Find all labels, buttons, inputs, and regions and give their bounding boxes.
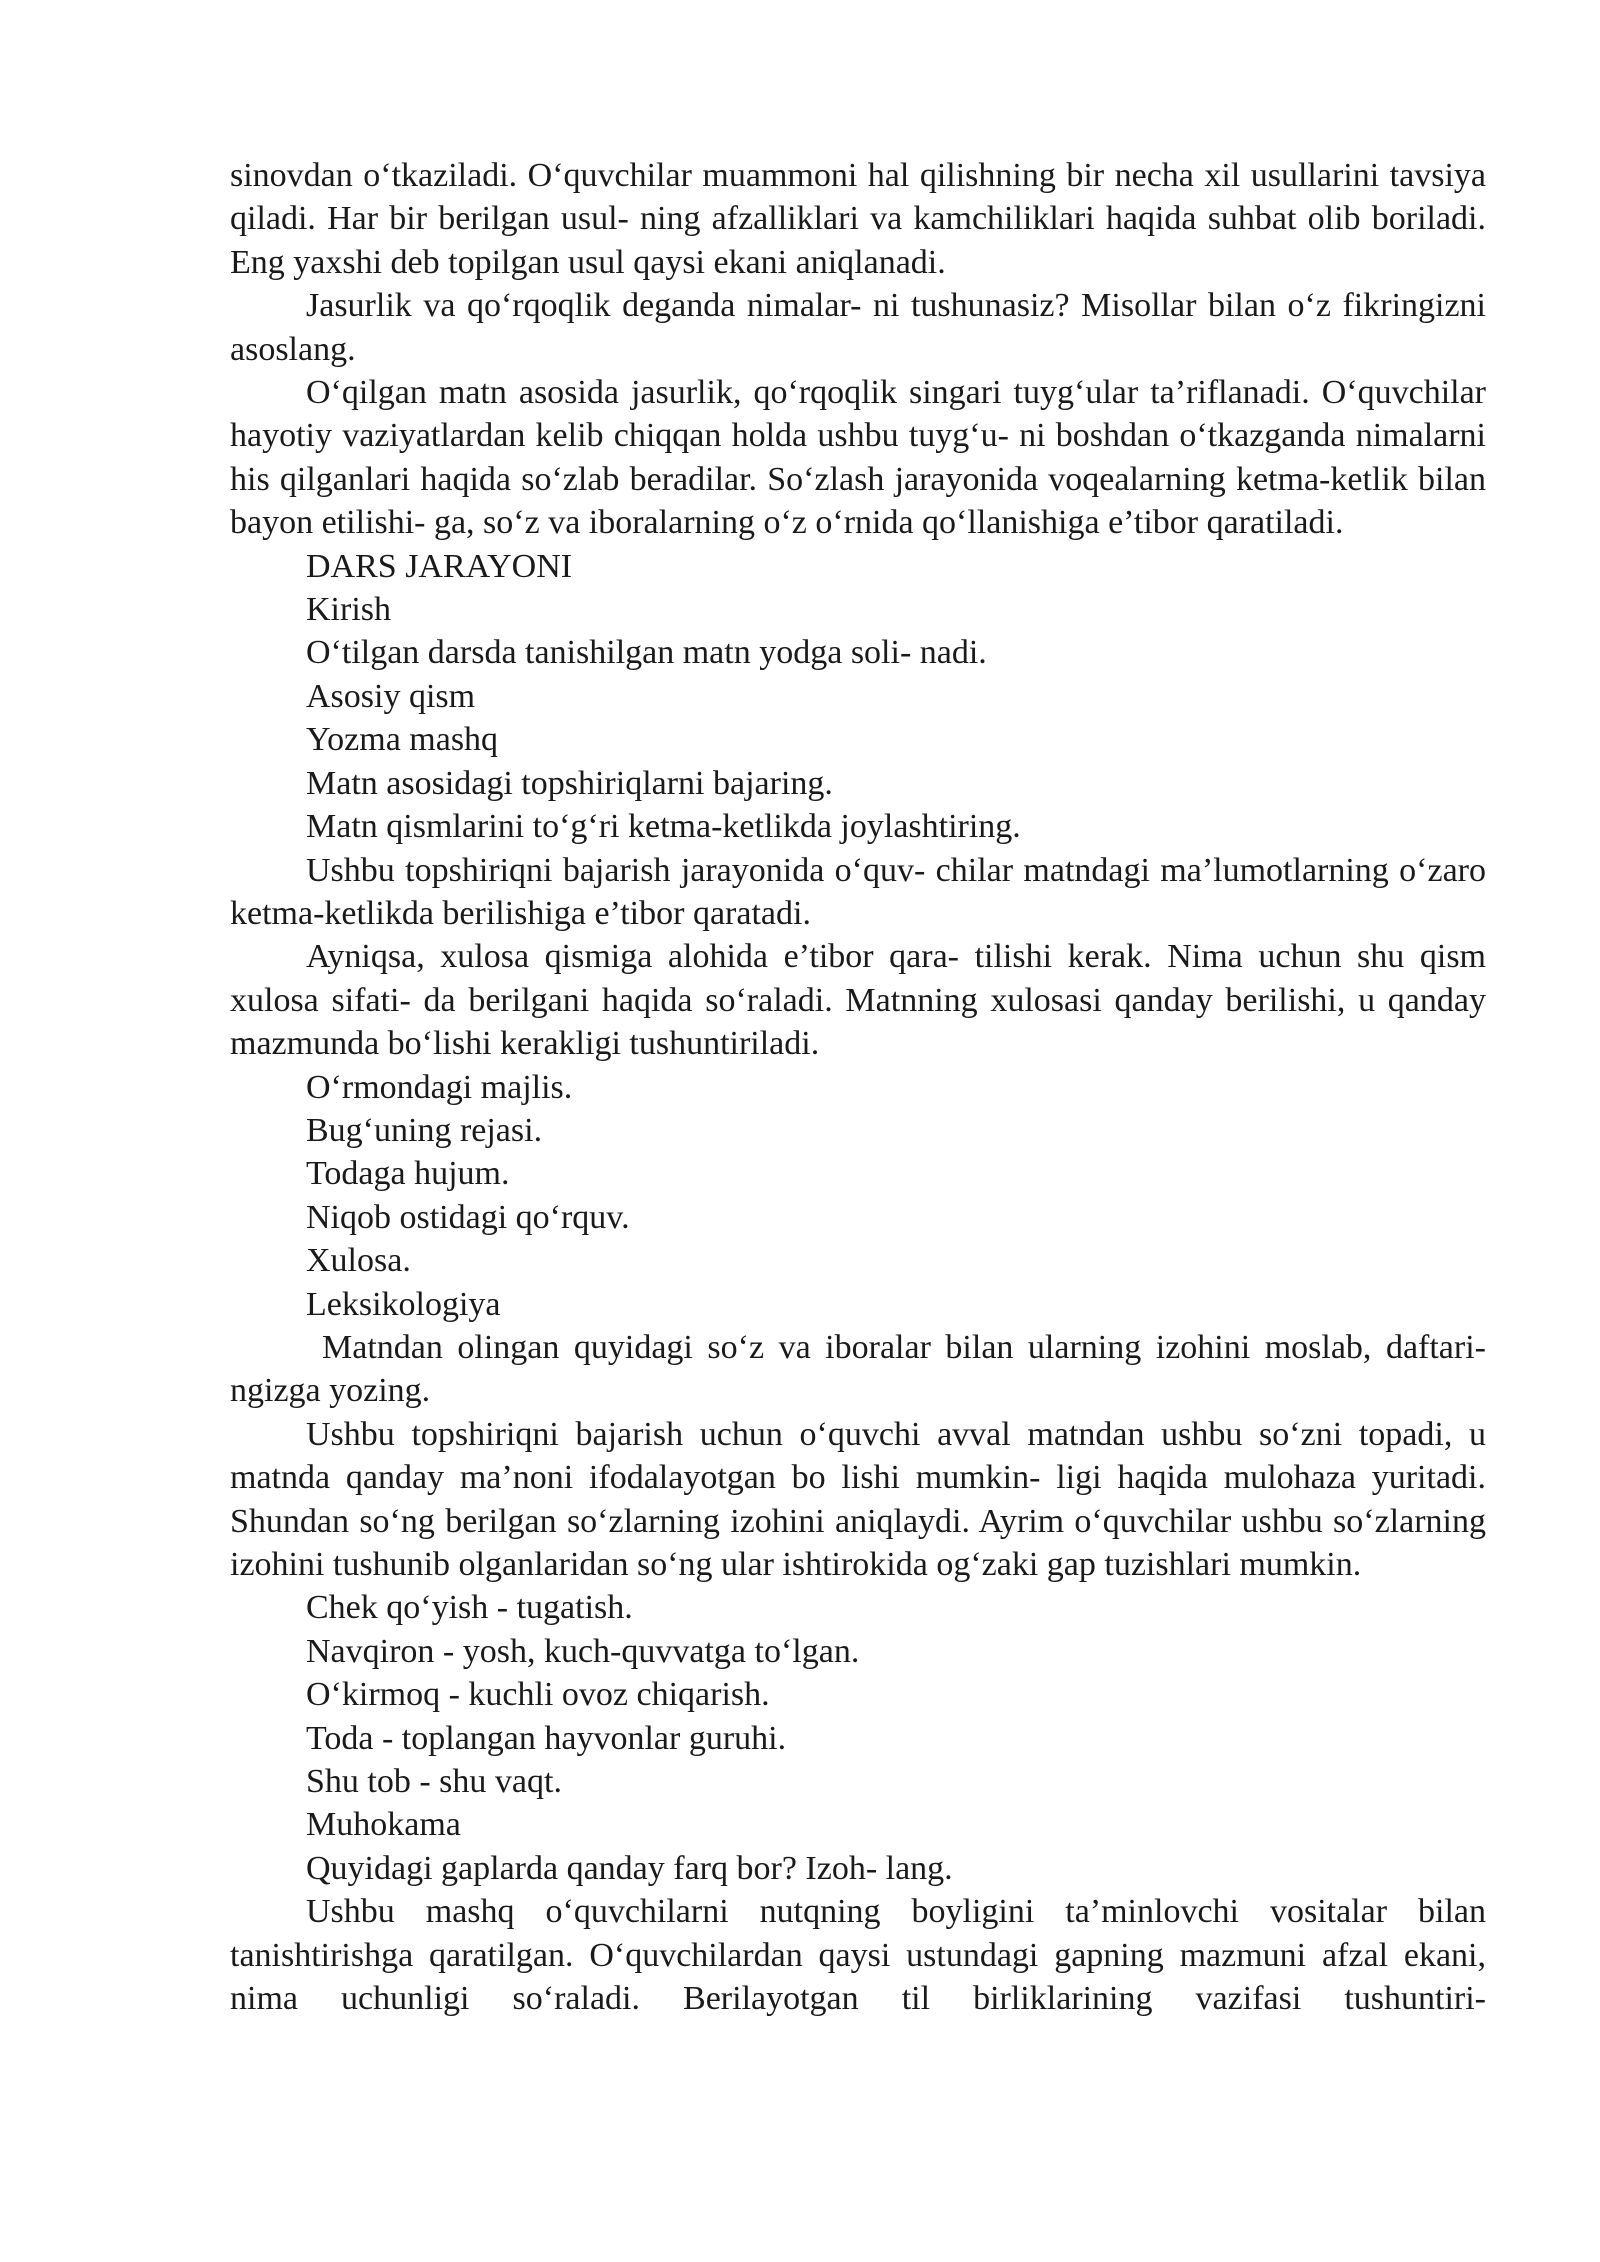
list-item: Bug‘uning rejasi.: [306, 1111, 543, 1149]
task-line: Matn qismlarini to‘g‘ri ketma-ketlikda joylashtiring.: [306, 808, 1021, 846]
paragraph: Ushbu topshiriqni bajarish jarayonida o‘quv- chilar matndagi ma’lumotlarning o‘zaro ketma-ketlikda berilishiga e’tibor qaratadi.: [230, 851, 1486, 932]
list-item: Niqob ostidagi qo‘rquv.: [306, 1198, 630, 1236]
section-heading: Kirish: [306, 591, 391, 629]
task-line: Matn asosidagi topshiriqlarni bajaring.: [306, 764, 833, 802]
glossary-item: O‘kirmoq - kuchli ovoz chiqarish.: [306, 1676, 770, 1714]
glossary-item: Chek qo‘yish - tugatish.: [306, 1589, 633, 1627]
glossary-item: Navqiron - yosh, kuch-quvvatga to‘lgan.: [306, 1632, 860, 1670]
paragraph: O‘tilgan darsda tanishilgan matn yodga soli- nadi.: [306, 634, 987, 672]
paragraph: O‘qilgan matn asosida jasurlik, qo‘rqoqlik singari tuyg‘ular ta’riflanadi. O‘quvchilar hayotiy vaziyatlardan kelib chiqqan holda ushbu tuyg‘u- ni boshdan o‘tkazganda nimalarni his qilganlari haqida so‘zlab beradilar. So‘zlash jarayonida voqealarning ketma-ketlik bilan bayon etilishi- ga, so‘z va iboralarning o‘z o‘rnida qo‘llanishiga e’tibor qaratiladi.: [230, 374, 1486, 542]
section-heading: Leksikologiya: [306, 1285, 501, 1323]
section-heading: DARS JARAYONI: [306, 547, 573, 585]
paragraph: Ushbu topshiriqni bajarish uchun o‘quvchi avval matndan ushbu so‘zni topadi, u matnda qanday ma’noni ifodalayotgan bo lishi mumkin- ligi haqida mulohaza yuritadi. Shundan so‘ng berilgan so‘zlarning izohini aniqlaydi. Ayrim o‘quvchilar ushbu so‘zlarning izohini tushunib olganlaridan so‘ng ular ishtirokida og‘zaki gap tuzishlari mumkin.: [230, 1415, 1486, 1583]
list-item: Xulosa.: [306, 1242, 411, 1280]
paragraph: Ushbu mashq o‘quvchilarni nutqning boyligini ta’minlovchi vositalar bilan tanishtirishga qaratilgan. O‘quvchilardan qaysi ustundagi gapning mazmuni afzal ekani, nima uchunligi so‘raladi. Berilayotgan til birliklarining vazifasi tushuntiri-: [230, 1893, 1486, 2018]
paragraph: Ayniqsa, xulosa qismiga alohida e’tibor qara- tilishi kerak. Nima uchun shu qism xulosa sifati- da berilgani haqida so‘raladi. Matnning xulosasi qanday berilishi, u qanday mazmunda bo‘lishi kerakligi tushuntiriladi.: [230, 938, 1486, 1063]
paragraph: sinovdan o‘tkaziladi. O‘quvchilar muammoni hal qilishning bir necha xil usullarini tavsiya qiladi. Har bir berilgan usul- ning afzalliklari va kamchiliklari haqida suhbat olib boriladi. Eng yaxshi deb topilgan usul qaysi ekani aniqlanadi.: [230, 157, 1486, 281]
task-line: Quyidagi gaplarda qanday farq bor? Izoh- lang.: [306, 1849, 953, 1887]
list-item: O‘rmondagi majlis.: [306, 1068, 573, 1106]
document-page: [230, 154, 1486, 2020]
section-heading: Yozma mashq: [306, 721, 499, 759]
glossary-item: Shu tob - shu vaqt.: [306, 1763, 562, 1801]
glossary-item: Toda - toplangan hayvonlar guruhi.: [306, 1719, 787, 1757]
paragraph: Matndan olingan quyidagi so‘z va iboralar bilan ularning izohini moslab, daftari- ngizga yozing.: [230, 1328, 1486, 1410]
list-item: Todaga hujum.: [306, 1155, 510, 1193]
paragraph: Jasurlik va qo‘rqoqlik deganda nimalar- ni tushunasiz? Misollar bilan o‘z fikringizni asoslang.: [230, 287, 1486, 368]
section-heading: Muhokama: [306, 1806, 461, 1844]
section-heading: Asosiy qism: [306, 677, 476, 715]
